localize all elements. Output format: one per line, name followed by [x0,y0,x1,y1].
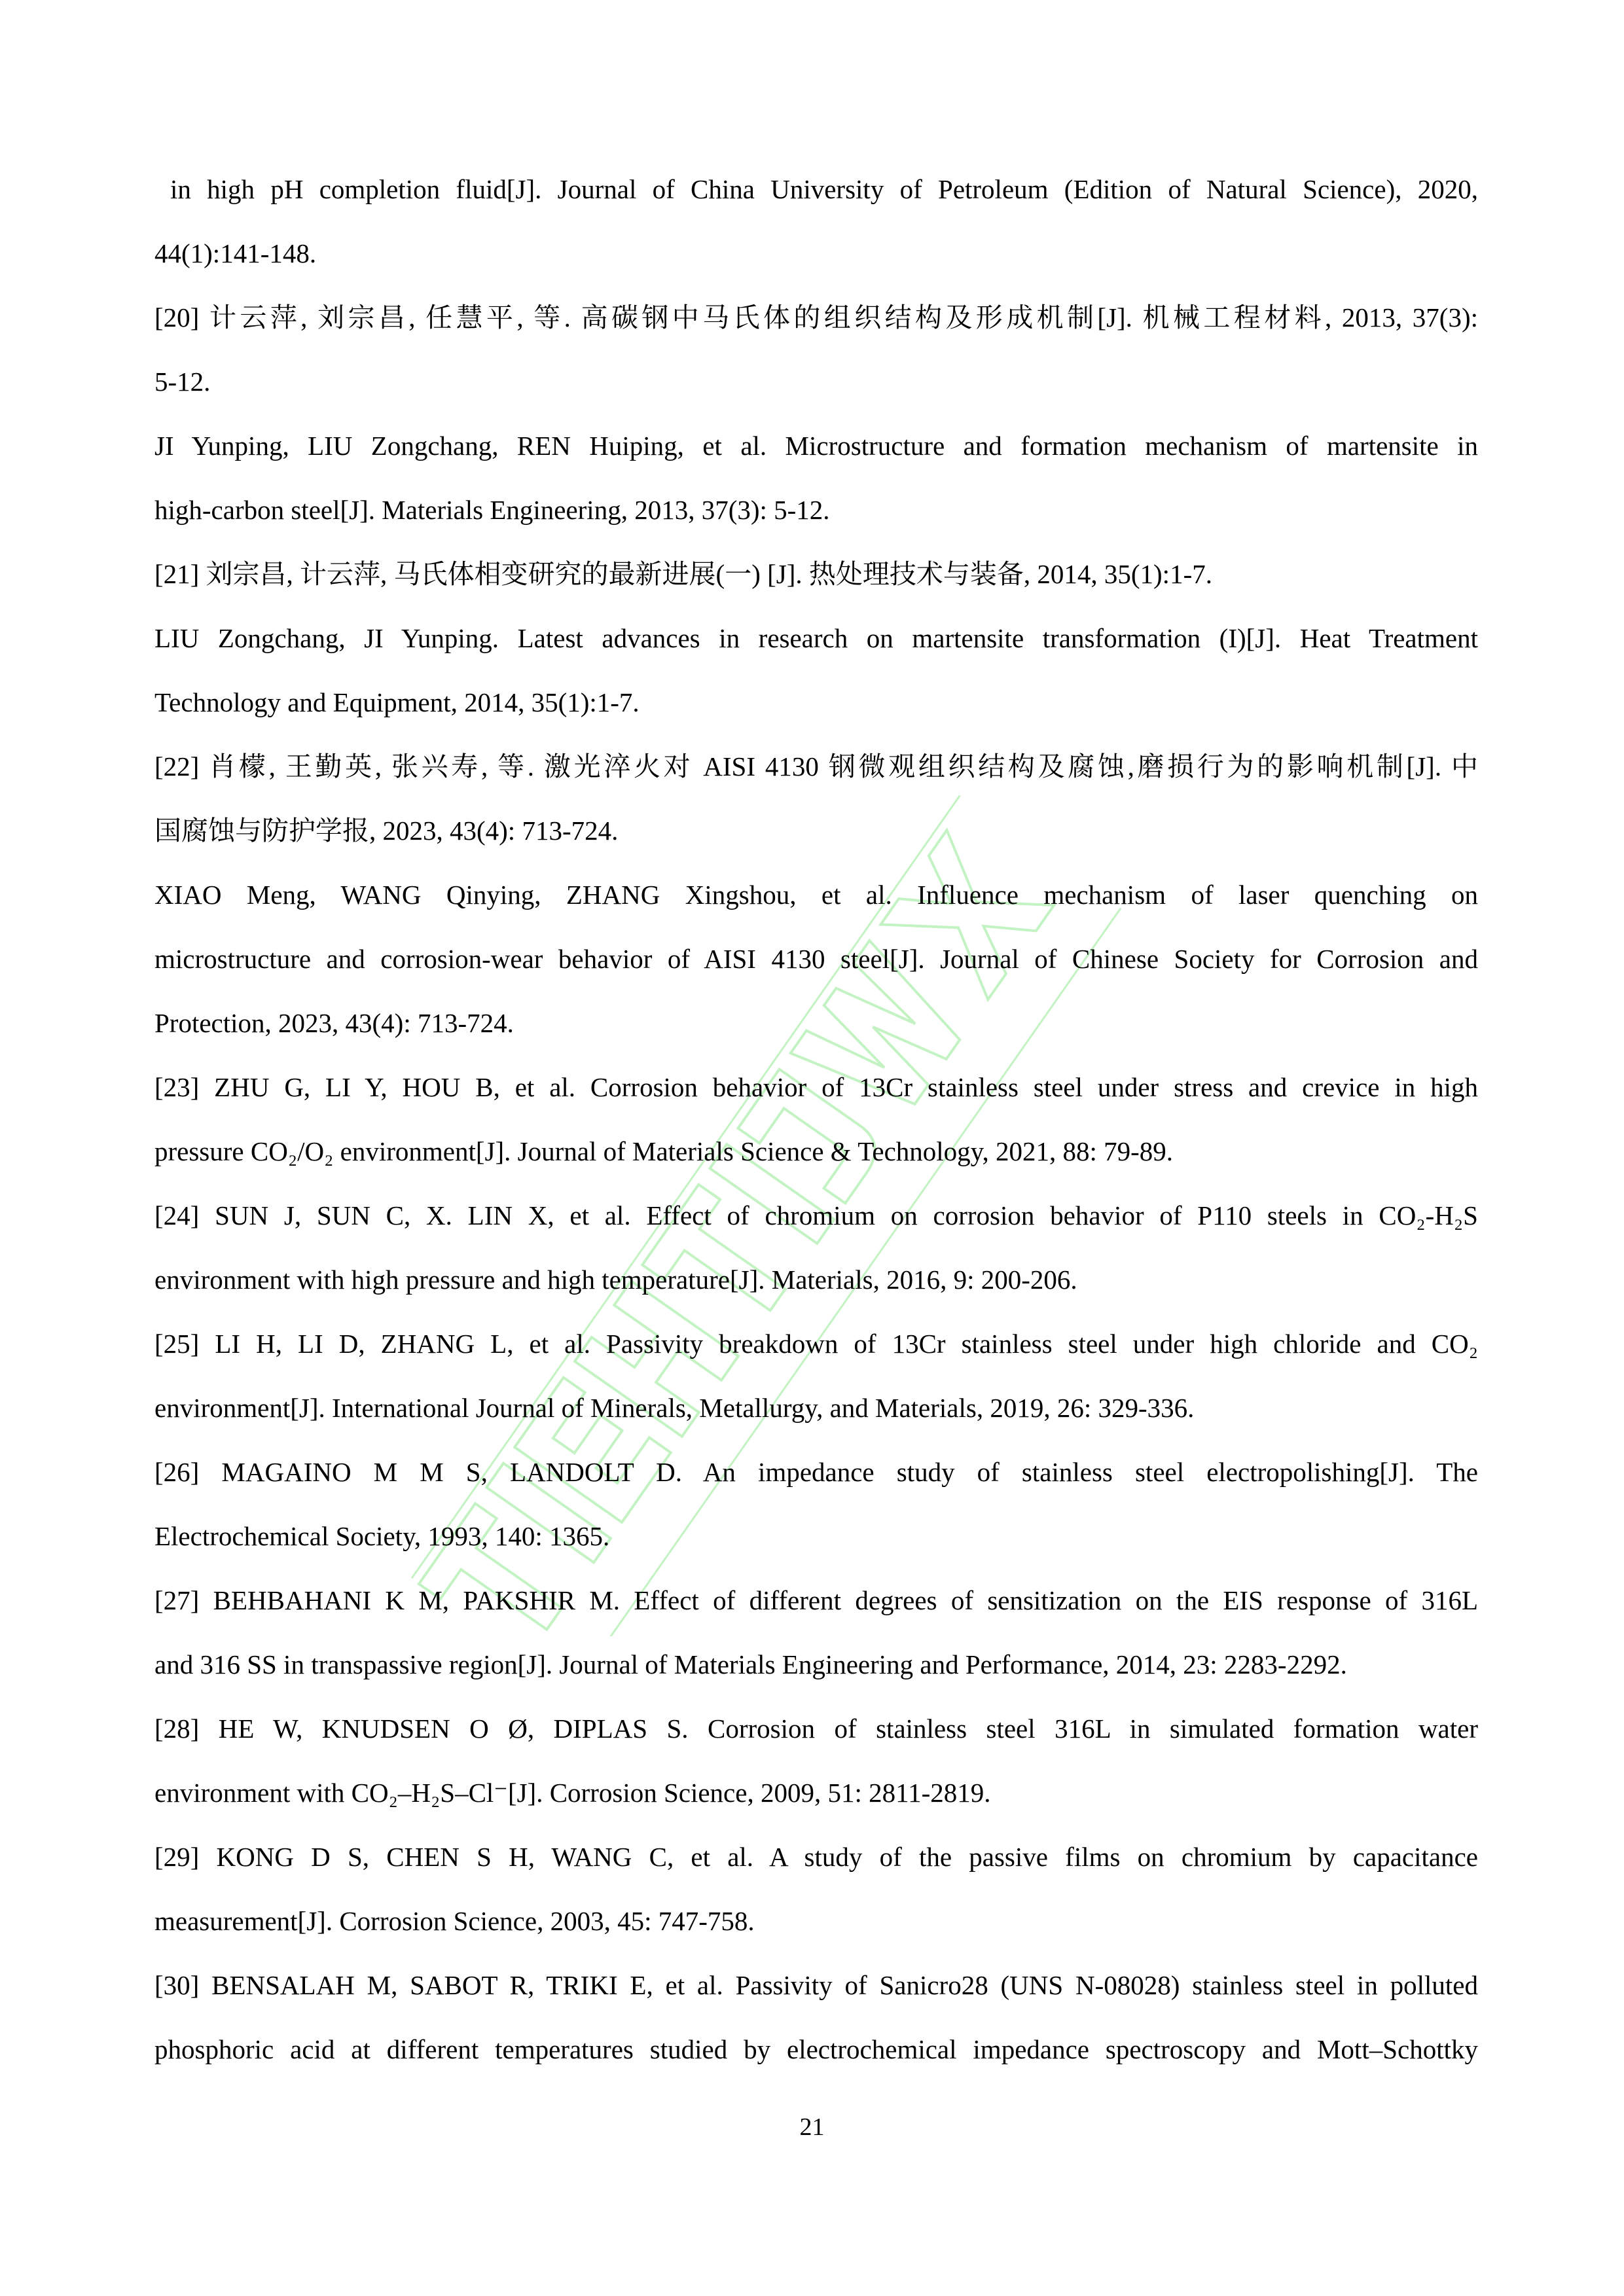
reference-line: Protection, 2023, 43(4): 713-724. [154,1008,514,1038]
reference-line: phosphoric acid at different temperatures studied by electrochemical impedance spectroscopy and Mott–Schottky [154,2034,1478,2064]
reference-line: environment with CO₂–H₂S–Cl⁻[J]. Corrosion Science, 2009, 51: 2811-2819. [154,1778,991,1808]
reference-line: high-carbon steel[J]. Materials Engineering, 2013, 37(3): 5-12. [154,495,830,525]
reference-line: [21] 刘宗昌, 计云萍, 马氏体相变研究的最新进展(一) [J]. 热处理技术与装备, 2014, 35(1):1-7. [154,559,1212,589]
reference-list [154,157,1478,2081]
reference-line: pressure CO₂/O₂ environment[J]. Journal of Materials Science & Technology, 2021, 88: 79-89. [154,1136,1174,1166]
reference-line: 44(1):141-148. [154,238,317,268]
reference-line: [26] MAGAINO M M S, LANDOLT D. An impedance study of stainless steel electropolishing[J]. The [154,1457,1478,1487]
reference-line: and 316 SS in transpassive region[J]. Journal of Materials Engineering and Performance, 2014, 23: 2283-2292. [154,1649,1347,1679]
reference-line: 5-12. [154,367,211,397]
reference-line: microstructure and corrosion-wear behavior of AISI 4130 steel[J]. Journal of Chinese Society for Corrosion and [154,944,1478,974]
reference-line: environment[J]. International Journal of Minerals, Metallurgy, and Materials, 2019, 26: 329-336. [154,1393,1195,1423]
reference-line: Electrochemical Society, 1993, 140: 1365. [154,1521,610,1551]
reference-line: [25] LI H, LI D, ZHANG L, et al. Passivity breakdown of 13Cr stainless steel under high chloride and CO₂ [154,1329,1478,1359]
reference-line: environment with high pressure and high temperature[J]. Materials, 2016, 9: 200-206. [154,1265,1077,1295]
reference-line: in high pH completion fluid[J]. Journal of China University of Petroleum (Edition of Natural Science), 2020, [170,174,1478,204]
reference-line: 国腐蚀与防护学报, 2023, 43(4): 713-724. [154,816,619,846]
reference-line: measurement[J]. Corrosion Science, 2003, 45: 747-758. [154,1906,755,1936]
reference-line: [27] BEHBAHANI K M, PAKSHIR M. Effect of different degrees of sensitization on the EIS response of 316L [154,1585,1478,1615]
reference-line: [24] SUN J, SUN C, X. LIN X, et al. Effect of chromium on corrosion behavior of P110 steels in CO₂-H₂S [154,1200,1478,1230]
reference-line: LIU Zongchang, JI Yunping. Latest advances in research on martensite transformation (I)[J]. Heat Treatment [154,623,1478,653]
reference-line: [29] KONG D S, CHEN S H, WANG C, et al. A study of the passive films on chromium by capacitance [154,1842,1478,1872]
page-number: 21 [799,2113,825,2141]
reference-line: Technology and Equipment, 2014, 35(1):1-7. [154,687,640,717]
reference-line: [28] HE W, KNUDSEN O Ø, DIPLAS S. Corrosion of stainless steel 316L in simulated formation water [154,1713,1478,1744]
reference-line: [30] BENSALAH M, SABOT R, TRIKI E, et al. Passivity of Sanicro28 (UNS N-08028) stainless steel in polluted [154,1970,1478,2000]
reference-line: [20] 计云萍, 刘宗昌, 任慧平, 等. 高碳钢中马氏体的组织结构及形成机制[J]. 机械工程材料, 2013, 37(3): [154,302,1478,332]
reference-line: XIAO Meng, WANG Qinying, ZHANG Xingshou, et al. Influence mechanism of laser quenching on [154,880,1478,910]
reference-line: [22] 肖檬, 王勤英, 张兴寿, 等. 激光淬火对 AISI 4130 钢微观组织结构及腐蚀,磨损行为的影响机制[J]. 中 [154,751,1478,781]
reference-line: [23] ZHU G, LI Y, HOU B, et al. Corrosion behavior of 13Cr stainless steel under stress and crevice in high [154,1072,1478,1102]
reference-line: JI Yunping, LIU Zongchang, REN Huiping, et al. Microstructure and formation mechanism of martensite in [154,431,1478,461]
